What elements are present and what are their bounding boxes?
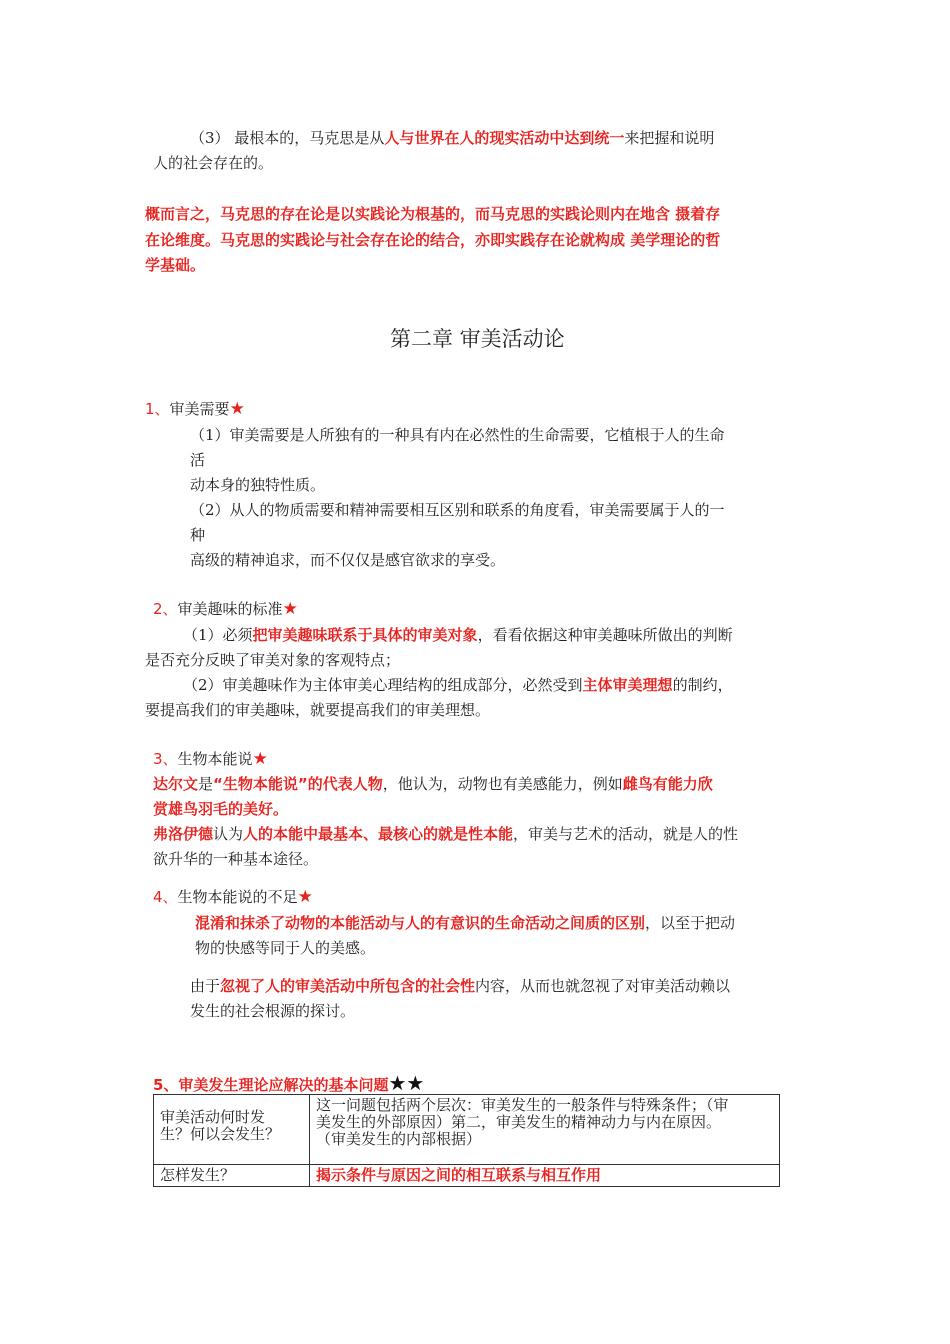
section3-line3 — [153, 823, 738, 844]
section3-freud: 弗洛伊德 — [153, 825, 214, 843]
answer-line1: 这一问题包括两个层次：审美发生的一般条件与特殊条件；（审 — [316, 1096, 729, 1114]
summary-line3: 学基础。 — [145, 256, 206, 274]
section4-p2-suffix: 内容，从而也就忽视了对审美活动赖以 — [475, 977, 731, 995]
section3-line2: 赏雄鸟羽毛的美好。 — [153, 800, 289, 818]
section4-p1-suffix: ，以至于把动 — [645, 914, 736, 932]
section1-p2-line1: （2）从人的物质需要和精神需要相互区别和联系的角度看，审美需要属于人的一 — [190, 501, 725, 519]
intro-item3-highlight: 人与世界在人的现实活动中达到统一 — [384, 129, 625, 147]
section2-title: 审美趣味的标准 — [177, 600, 283, 618]
section1-p2-line2: 种 — [190, 526, 206, 544]
intro-item3-prefix: （3） 最根本的，马克思是从 — [190, 129, 385, 147]
section3-l3-highlight: 人的本能中最基本、最核心的就是性本能 — [243, 825, 514, 843]
section4-p2-highlight: 忽视了人的审美活动中所包含的社会性 — [220, 977, 476, 995]
table-row — [154, 1095, 780, 1165]
chapter-title: 第二章 审美活动论 — [390, 327, 565, 351]
section3-line1 — [153, 773, 713, 794]
section4-p2-line2: 发生的社会根源的探讨。 — [190, 1002, 356, 1020]
section3-heading — [153, 748, 268, 769]
section2-p1-suffix: ，看看依据这种审美趣味所做出的判断 — [477, 626, 733, 644]
summary-line1: 概而言之，马克思的存在论是以实践论为根基的，而马克思的实践论则内在地含 摄着存 — [145, 205, 721, 223]
star-icon: ★ — [282, 599, 298, 619]
table-cell-question — [154, 1095, 310, 1165]
section3-l3-text1: 认为 — [213, 825, 244, 843]
section4-p2-line1 — [190, 975, 730, 996]
section3-number: 3、 — [153, 750, 178, 768]
section2-p2-prefix: （2）审美趣味作为主体审美心理结构的组成部分，必然受到 — [183, 676, 583, 694]
star-icon: ★★ — [388, 1071, 425, 1095]
section2-heading — [153, 598, 298, 619]
table-cell-question: 怎样发生？ — [154, 1165, 310, 1187]
section2-p1-prefix: （1）必须 — [183, 626, 253, 644]
answer-line2: 美发生的外部原因）第二，审美发生的精神动力与内在原因。 — [316, 1113, 722, 1131]
section2-p1-highlight: 把审美趣味联系于具体的审美对象 — [252, 626, 478, 644]
section3-darwin-theory: “生物本能说”的代表人物 — [213, 775, 383, 793]
intro-item3-suffix: 来把握和说明 — [624, 129, 715, 147]
section2-p1-line2: 是否充分反映了审美对象的客观特点； — [145, 651, 401, 669]
star-icon: ★ — [252, 749, 268, 769]
section3-darwin: 达尔文 — [153, 775, 199, 793]
section3-l1-text2: ，他认为，动物也有美感能力，例如 — [382, 775, 623, 793]
question-line2: 生？何以会发生？ — [160, 1125, 281, 1143]
intro-item3-line1 — [190, 127, 714, 148]
section4-heading — [153, 886, 313, 907]
section5-table — [153, 1094, 780, 1187]
section1-p1-line2: 活 — [190, 451, 206, 469]
section4-p2-prefix: 由于 — [190, 977, 221, 995]
section1-heading — [145, 398, 245, 419]
section1-p2-line3: 高级的精神追求，而不仅仅是感官欲求的享受。 — [190, 551, 506, 569]
section1-p1-line1: （1）审美需要是人所独有的一种具有内在必然性的生命需要，它植根于人的生命 — [190, 426, 725, 444]
section4-title: 生物本能说的不足 — [177, 888, 298, 906]
section3-title: 生物本能说 — [177, 750, 253, 768]
answer-line3: （审美发生的内部根据） — [316, 1130, 482, 1148]
table-row — [154, 1165, 780, 1187]
section3-l3-text2: ，审美与艺术的活动，就是人的性 — [513, 825, 739, 843]
section4-number: 4、 — [153, 888, 178, 906]
section2-p2-line2: 要提高我们的审美趣味，就要提高我们的审美理想。 — [145, 701, 491, 719]
question-line1: 审美活动何时发 — [160, 1108, 266, 1126]
section2-number: 2、 — [153, 600, 178, 618]
section4-p1-line2: 物的快感等同于人的美感。 — [195, 939, 376, 957]
summary-line2: 在论维度。马克思的实践论与社会存在论的结合，亦即实践存在论就构成 美学理论的哲 — [145, 231, 721, 249]
star-icon: ★ — [229, 399, 245, 419]
section3-l1-highlight: 雌鸟有能力欣 — [622, 775, 713, 793]
section5-title: 5、审美发生理论应解决的基本问题 — [153, 1076, 389, 1094]
section4-p1-highlight: 混淆和抹杀了动物的本能活动与人的有意识的生命活动之间质的区别 — [195, 914, 646, 932]
star-icon: ★ — [297, 887, 313, 907]
section1-number: 1、 — [145, 400, 170, 418]
section1-p1-line3: 动本身的独特性质。 — [190, 476, 326, 494]
section4-p1-line1 — [195, 912, 735, 933]
section2-p2-line1 — [183, 674, 733, 695]
table-cell-answer: 揭示条件与原因之间的相互联系与相互作用 — [310, 1165, 780, 1187]
table-cell-answer — [310, 1095, 780, 1165]
section2-p2-suffix: 的制约， — [672, 676, 733, 694]
section5-heading — [153, 1071, 424, 1095]
section2-p1-line1 — [183, 624, 733, 645]
intro-item3-line2: 人的社会存在的。 — [153, 154, 274, 172]
section3-l1-text1: 是 — [198, 775, 214, 793]
section1-title: 审美需要 — [169, 400, 230, 418]
section3-line4: 欲升华的一种基本途径。 — [153, 850, 319, 868]
section2-p2-highlight: 主体审美理想 — [582, 676, 673, 694]
